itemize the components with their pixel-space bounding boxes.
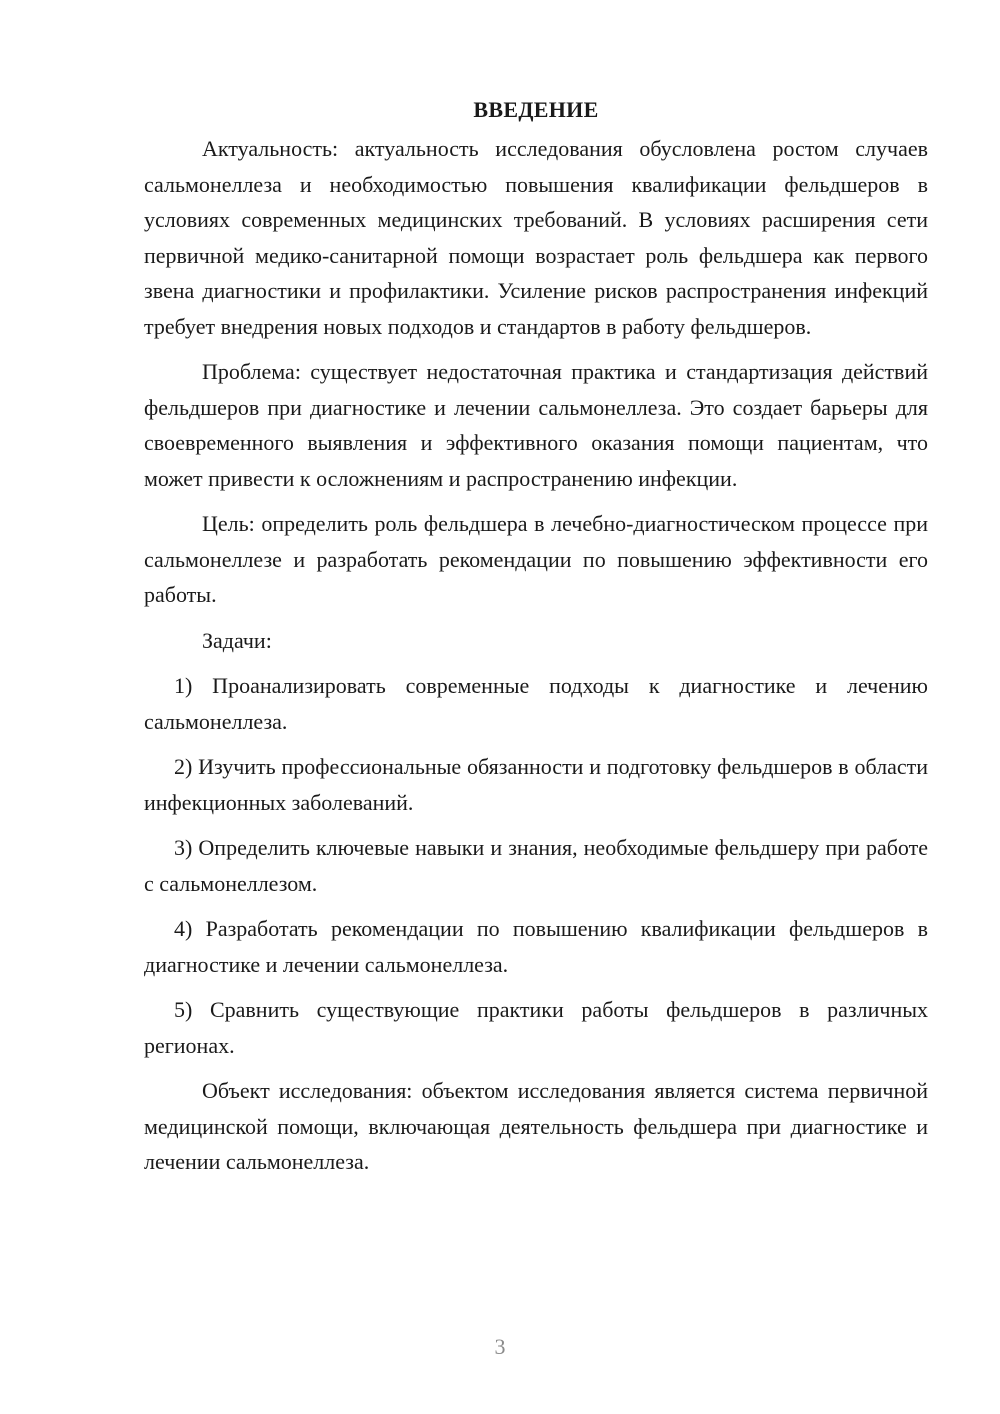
task-item-4: 4) Разработать рекомендации по повышению квалификации фельдшеров в диагностике и лечении сальмонеллеза. — [144, 916, 928, 977]
document-page — [144, 92, 928, 1190]
paragraph-goal: Цель: определить роль фельдшера в лечебно-диагностическом процессе при сальмонеллезе и разработать рекомендации по повышению эффективности его работы. — [144, 511, 928, 607]
task-item-3: 3) Определить ключевые навыки и знания, необходимые фельдшеру при работе с сальмонеллезом. — [144, 835, 928, 896]
paragraph-relevance: Актуальность: актуальность исследования обусловлена ростом случаев сальмонеллеза и необходимостью повышения квалификации фельдшеров в условиях современных медицинских требований. В условиях расширения сети первичной медико-санитарной помощи возрастает роль фельдшера как первого звена диагностики и профилактики. Усиление рисков распространения инфекций требует внедрения новых подходов и стандартов в работу фельдшеров. — [144, 136, 928, 339]
task-item-1: 1) Проанализировать современные подходы к диагностике и лечению сальмонеллеза. — [144, 673, 928, 734]
page-number: 3 — [494, 1334, 506, 1359]
paragraph-object: Объект исследования: объектом исследования является система первичной медицинской помощи, включающая деятельность фельдшера при диагностике и лечении сальмонеллеза. — [144, 1078, 928, 1174]
task-item-2: 2) Изучить профессиональные обязанности и подготовку фельдшеров в области инфекционных заболеваний. — [144, 754, 928, 815]
page-title: ВВЕДЕНИЕ — [473, 97, 599, 122]
paragraph-problem: Проблема: существует недостаточная практика и стандартизация действий фельдшеров при диагностике и лечении сальмонеллеза. Это создает барьеры для своевременного выявления и эффективного оказания помощи пациентам, что может привести к осложнениям и распространению инфекции. — [144, 359, 928, 491]
task-item-5: 5) Сравнить существующие практики работы фельдшеров в различных регионах. — [144, 997, 928, 1058]
tasks-heading: Задачи: — [202, 627, 272, 653]
